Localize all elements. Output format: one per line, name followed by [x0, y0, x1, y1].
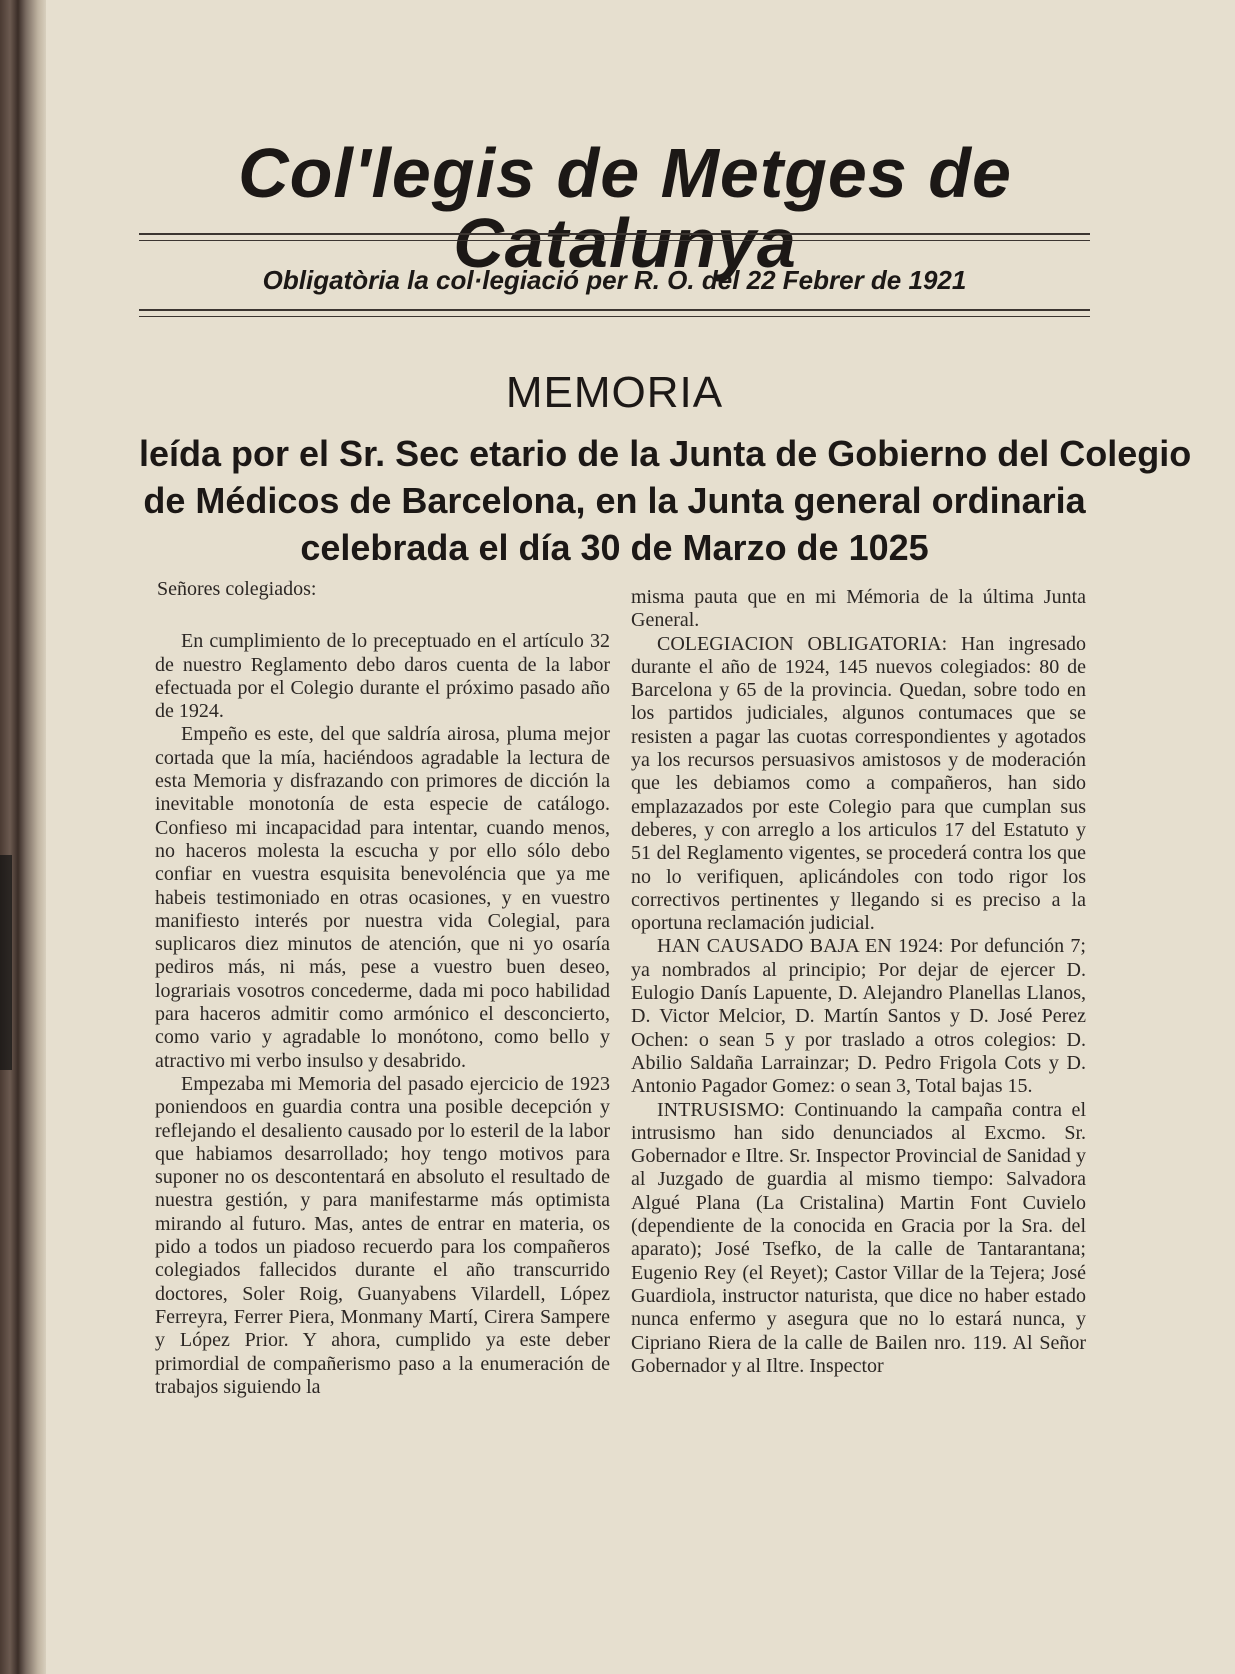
masthead-rule-bottom-thin	[139, 316, 1090, 317]
paragraph: misma pauta que en mi Mémoria de la última Junta General.	[631, 586, 1086, 632]
masthead-subtitle: Obligatòria la col·legiació per R. O. del 22 Febrer de 1921	[262, 265, 967, 295]
paragraph: COLEGIACION OBLIGATORIA: Han ingresado durante el año de 1924, 145 nuevos colegiados: 80 de Barcelona y 65 de la provincia. Quedan, sobre todo en los partidos judiciales, algunos contumaces que se resisten a pagar las cuotas correspondientes y agotados ya los recursos persuasivos amistosos y de moderación que les debiamos como a compañeros, han sido emplazazados por este Colegio para que cumplan sus deberes, y con arreglo a los articulos 17 del Estatuto y 51 del Reglamento vigentes, se procederá contra los que no lo verifiquen, aplicándoles con todo rigor los correctivos pertinentes y llegando si es preciso a la oportuna reclamación judicial.	[631, 632, 1086, 935]
article-heading	[139, 430, 1192, 571]
paragraph: En cumplimiento de lo preceptuado en el artículo 32 de nuestro Reglamento debo daros cuenta de la labor efectuada por el Colegio durante el próximo pasado año de 1924.	[155, 630, 610, 723]
paragraph: HAN CAUSADO BAJA EN 1924: Por defunción 7; ya nombrados al principio; Por dejar de ejercer D. Eulogio Danís Lapuente, D. Alejandro Planellas Llanos, D. Victor Melcior, D. Martín Santos y D. José Perez Ochen: o sean 5 y por traslado a otros colegios: D. Abilio Saldaña Larrainzar; D. Pedro Frigola Cots y D. Antonio Pagador Gomez: o sean 3, Total bajas 15.	[631, 935, 1086, 1098]
article-heading-line: de Médicos de Barcelona, en la Junta general ordinaria	[143, 480, 1086, 521]
masthead-title: Col'legis de Metges de Catalunya	[238, 134, 1012, 282]
article-heading-line: leída por el Sr. Sec etario de la Junta de Gobierno del Colegio	[139, 433, 1192, 474]
masthead-rule-bottom	[139, 309, 1090, 311]
article-title: MEMORIA	[505, 368, 724, 417]
paragraph: Empezaba mi Memoria del pasado ejercicio de 1923 poniendoos en guardia contra una posible decepción y reflejando el desaliento causado por lo esteril de la labor que habiamos desarrollado; hoy tengo motivos para suponer no os descontentará en absoluto el resultado de nuestra gestión, y para manifestarme más optimista mirando al futuro. Mas, antes de entrar en materia, os pido a todos un piadoso recuerdo para los compañeros colegiados fallecidos durante el año transcurrido doctores, Soler Roig, Guanyabens Vilardell, López Ferreyra, Ferrer Piera, Monmany Martí, Cirera Sampere y López Prior. Y ahora, cumplido ya este deber primordial de compañerismo paso a la enumeración de trabajos siguiendo la	[155, 1072, 610, 1398]
right-column	[631, 586, 1086, 1378]
masthead-rule-top-thin	[139, 240, 1090, 241]
left-column	[155, 578, 610, 1399]
article-heading-line: celebrada el día 30 de Marzo de 1025	[300, 527, 929, 568]
binding-margin-mark	[0, 855, 12, 1070]
greeting: Señores colegiados:	[157, 578, 317, 600]
book-binding-edge	[0, 0, 46, 1674]
masthead-rule-top	[139, 233, 1090, 235]
paragraph: Empeño es este, del que saldría airosa, pluma mejor cortada que la mía, haciéndoos agradable la lectura de esta Memoria y disfrazando con primores de dicción la inevitable monotonía de esta especie de catálogo. Confieso mi incapacidad para intentar, cuando menos, no haceros molesta la escucha y por ello sólo debo confiar en vuestra esquisita benevoléncia que ya me habeis testimoniado en otras ocasiones, y en vuestro manifiesto interés por nuestra vida Colegial, para suplicaros diez minutos de atención, que ni yo osaría pediros más, ni más, pese a vuestro buen deseo, lograriais vosotros concederme, dada mi poco habilidad para haceros admitir como armónico el desconcierto, como vario y agradable lo monótono, como bello y atractivo mi verbo insulso y desabrido.	[155, 723, 610, 1072]
paragraph: INTRUSISMO: Continuando la campaña contra el intrusismo han sido denunciados al Excmo. Sr. Gobernador e Iltre. Sr. Inspector Provincial de Sanidad y al Juzgado de guardia al mismo tiempo: Salvadora Algué Plana (La Cristalina) Martin Font Cuvielo (dependiente de la conocida en Gracia por la Sra. del aparato); José Tsefko, de la calle de Tantarantana; Eugenio Rey (el Reyet); Castor Villar de la Tejera; José Guardiola, instructor naturista, que dice no haber estado nunca enfermo y asegura que no lo estará nunca, y Cipriano Riera de la calle de Bailen nro. 119. Al Señor Gobernador y al Iltre. Inspector	[631, 1098, 1086, 1377]
